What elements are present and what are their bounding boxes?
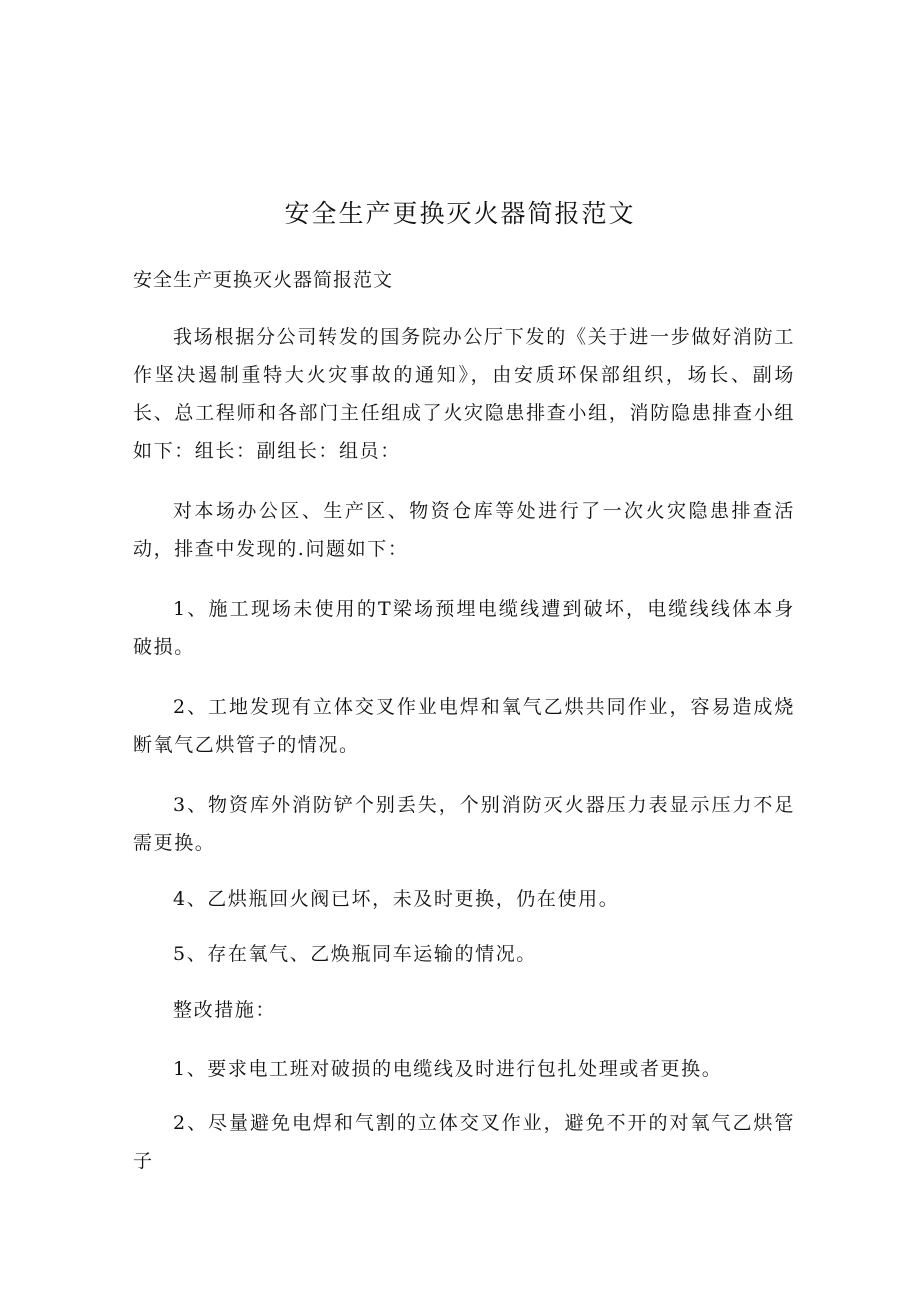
- paragraph-issue-5: 5、存在氧气、乙焕瓶同车运输的情况。: [173, 943, 537, 965]
- paragraph-issue-1: 1、施工现场未使用的T梁场预埋电缆线遭到破坏，电缆线线体本身破损。: [133, 598, 795, 658]
- paragraph-intro: 我场根据分公司转发的国务院办公厅下发的《关于进一步做好消防工作坚决遏制重特大火灾事故的通知》，由安质环保部组织，场长、副场长、总工程师和各部门主任组成了火灾隐患排查小组，消防隐患排查小组如下：组长：副组长：组员：: [133, 326, 795, 462]
- paragraph-inspection: 对本场办公区、生产区、物资仓库等处进行了一次火灾隐患排查活动，排查中发现的.问题如下：: [133, 500, 795, 560]
- document-subtitle: 安全生产更换灭火器简报范文: [133, 269, 394, 291]
- paragraph-issue-2: 2、工地发现有立体交叉作业电焊和氧气乙烘共同作业，容易造成烧断氧气乙烘管子的情况。: [133, 696, 795, 756]
- document-title: 安全生产更换灭火器简报范文: [284, 199, 636, 228]
- paragraph-measure-2: 2、尽量避免电焊和气割的立体交叉作业，避免不开的对氧气乙烘管子: [133, 1112, 795, 1172]
- paragraph-issue-3: 3、物资库外消防铲个别丢失，个别消防灭火器压力表显示压力不足需更换。: [133, 794, 795, 854]
- paragraph-issue-4: 4、乙烘瓶回火阀已坏，未及时更换，仍在使用。: [173, 888, 620, 910]
- paragraph-measure-1: 1、要求电工班对破损的电缆线及时进行包扎处理或者更换。: [173, 1058, 723, 1080]
- paragraph-measures-heading: 整改措施：: [173, 999, 277, 1021]
